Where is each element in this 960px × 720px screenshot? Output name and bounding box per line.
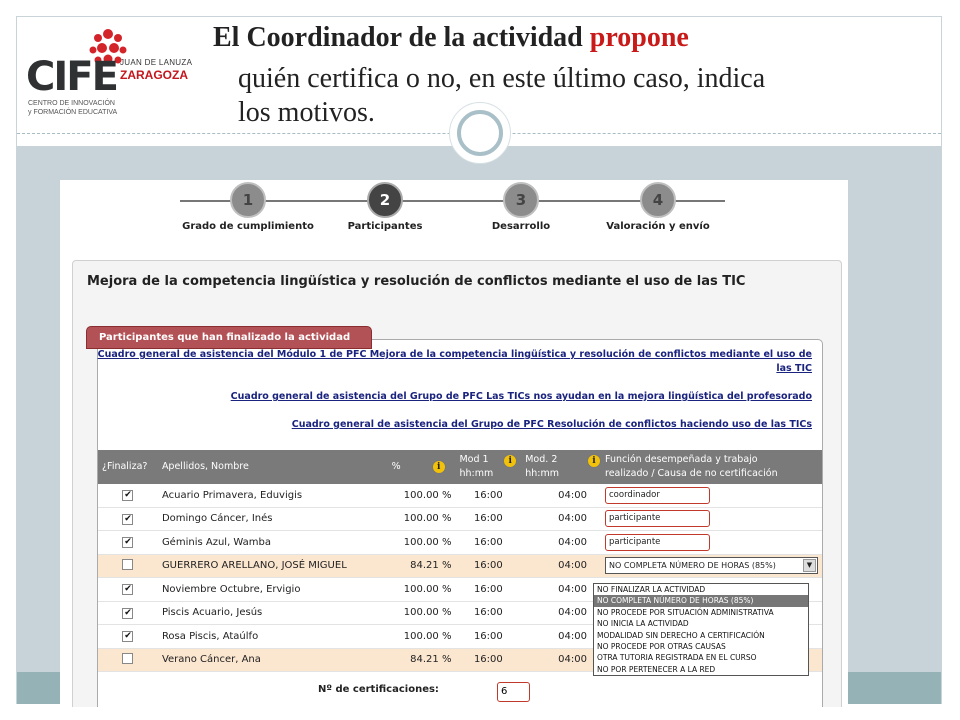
participant-mod2: 04:00 <box>521 484 591 507</box>
checkmark-icon: ✔ <box>124 584 132 595</box>
logo-line2: ZARAGOZA <box>120 68 188 82</box>
checkmark-icon: ✔ <box>124 631 132 642</box>
table-row <box>98 554 822 578</box>
participant-pct: 100.00 % <box>388 601 456 625</box>
link-group1-attendance[interactable]: Cuadro general de asistencia del Grupo de PFC Las TICs nos ayudan en la mejora lingüística del profesorado <box>230 391 812 402</box>
causa-select[interactable] <box>605 557 818 574</box>
step-3-label[interactable]: Desarrollo <box>491 221 551 232</box>
slide-title-line3: los motivos. <box>238 97 375 128</box>
certificaciones-input[interactable]: 6 <box>497 682 530 702</box>
participant-mod2: 04:00 <box>521 648 591 672</box>
dropdown-option-selected[interactable]: NO COMPLETA NÚMERO DE HORAS (85%) <box>594 595 808 606</box>
info-icon[interactable]: i <box>503 454 517 468</box>
finaliza-checkbox[interactable] <box>122 653 133 664</box>
causa-dropdown-list <box>593 583 809 676</box>
step-1-label[interactable]: Grado de cumplimiento <box>182 221 314 232</box>
step-2-label[interactable]: Participantes <box>347 221 423 232</box>
participant-name: Rosa Piscis, Ataúlfo <box>158 625 388 649</box>
finaliza-checkbox[interactable] <box>122 514 133 525</box>
participant-mod1: 16:00 <box>455 648 521 672</box>
finaliza-checkbox[interactable] <box>122 490 133 501</box>
checkmark-icon: ✔ <box>124 607 132 618</box>
slide-title-bold: El Coordinador de la actividad <box>213 22 583 53</box>
participant-mod2: 04:00 <box>521 578 591 602</box>
dropdown-option[interactable]: NO FINALIZAR LA ACTIVIDAD <box>597 585 706 594</box>
participant-pct: 100.00 % <box>388 578 456 602</box>
slide-title <box>213 22 689 54</box>
finaliza-checkbox[interactable] <box>122 537 133 548</box>
logo-subtitle-1: CENTRO DE INNOVACIÓN <box>28 100 115 107</box>
slide-title-continued <box>238 62 765 130</box>
participant-mod2: 04:00 <box>521 531 591 555</box>
header-pct <box>388 450 456 484</box>
table-row <box>98 484 822 507</box>
dropdown-option[interactable]: NO POR PERTENECER A LA RED <box>597 664 716 674</box>
funcion-input[interactable]: participante <box>605 534 710 551</box>
dropdown-option[interactable]: OTRA TUTORIA REGISTRADA EN EL CURSO <box>597 653 757 663</box>
cife-logo <box>24 26 204 121</box>
slide-title-line2: quién certifica o no, en este último caso, indica <box>238 63 766 94</box>
table-row <box>98 507 822 531</box>
finaliza-checkbox[interactable] <box>122 631 133 642</box>
logo-line1: JUAN DE LANUZA <box>120 58 193 67</box>
participant-name: Géminis Azul, Wamba <box>158 531 388 555</box>
dropdown-option[interactable]: NO INICIA LA ACTIVIDAD <box>597 619 689 629</box>
causa-select-value: NO COMPLETA NÚMERO DE HORAS (85%) <box>609 561 776 571</box>
header-mod1-label: Mod 1 hh:mm <box>459 454 494 479</box>
participant-mod1: 16:00 <box>455 601 521 625</box>
participant-pct: 100.00 % <box>388 531 456 555</box>
step-1-circle[interactable]: 1 <box>230 182 266 218</box>
participant-name: Noviembre Octubre, Ervigio <box>158 578 388 602</box>
participant-pct: 100.00 % <box>388 507 456 531</box>
link-module1-attendance[interactable]: Cuadro general de asistencia del Módulo 1 de PFC Mejora de la competencia lingüística y resolución de conflictos mediante el uso de las TIC <box>97 349 812 374</box>
header-finaliza: ¿Finaliza? <box>98 450 158 484</box>
app-screenshot <box>60 180 848 707</box>
table-header-row <box>98 450 822 484</box>
link-group2-attendance[interactable]: Cuadro general de asistencia del Grupo de PFC Resolución de conflictos haciendo uso de las TICs <box>291 419 812 430</box>
step-2-circle[interactable]: 2 <box>367 182 403 218</box>
participant-mod2: 04:00 <box>521 554 591 578</box>
participant-mod2: 04:00 <box>521 625 591 649</box>
header-mod2-label: Mod. 2 hh:mm <box>525 454 559 479</box>
header-nombre: Apellidos, Nombre <box>158 450 388 484</box>
info-icon[interactable]: i <box>432 460 446 474</box>
participant-pct: 100.00 % <box>388 625 456 649</box>
checkmark-icon: ✔ <box>124 537 132 548</box>
finaliza-checkbox[interactable] <box>122 584 133 595</box>
step-4-circle[interactable]: 4 <box>640 182 676 218</box>
participant-mod1: 16:00 <box>455 531 521 555</box>
participant-name: Acuario Primavera, Eduvigis <box>158 484 388 507</box>
participant-mod1: 16:00 <box>455 578 521 602</box>
participant-mod2: 04:00 <box>521 507 591 531</box>
finaliza-checkbox[interactable] <box>122 559 133 570</box>
chevron-down-icon[interactable]: ▼ <box>803 559 816 572</box>
certificaciones-label: Nº de certificaciones: <box>318 684 439 695</box>
header-mod2 <box>508 450 596 484</box>
dropdown-option[interactable]: MODALIDAD SIN DERECHO A CERTIFICACIÓN <box>597 630 765 640</box>
dropdown-option[interactable]: NO PROCEDE POR SITUACIÓN ADMINISTRATIVA <box>597 607 774 617</box>
participant-pct: 100.00 % <box>388 484 456 507</box>
participant-name: Verano Cáncer, Ana <box>158 648 388 672</box>
info-icon[interactable]: i <box>587 454 601 468</box>
participant-name: Piscis Acuario, Jesús <box>158 601 388 625</box>
logo-subtitle-2: y FORMACIÓN EDUCATIVA <box>28 109 118 116</box>
finaliza-checkbox[interactable] <box>122 608 133 619</box>
checkmark-icon: ✔ <box>124 513 132 524</box>
table-row <box>98 531 822 555</box>
slide-title-red: propone <box>589 22 689 53</box>
dropdown-option[interactable]: NO PROCEDE POR OTRAS CAUSAS <box>597 641 726 651</box>
participant-name: GUERRERO ARELLANO, JOSÉ MIGUEL <box>158 554 388 578</box>
participant-pct: 84.21 % <box>388 648 456 672</box>
step-4-label[interactable]: Valoración y envío <box>606 221 710 232</box>
header-pct-label: % <box>391 461 401 472</box>
participant-name: Domingo Cáncer, Inés <box>158 507 388 531</box>
participant-mod2: 04:00 <box>521 601 591 625</box>
participant-pct: 84.21 % <box>388 554 456 578</box>
activity-title: Mejora de la competencia lingüística y resolución de conflictos mediante el uso de las TIC <box>87 274 746 289</box>
logo-wordmark: CIFE <box>26 54 117 100</box>
checkmark-icon: ✔ <box>124 490 132 501</box>
step-3-circle[interactable]: 3 <box>503 182 539 218</box>
header-funcion: Función desempeñada y trabajo realizado / Causa de no certificación <box>591 450 822 484</box>
participant-mod1: 16:00 <box>455 507 521 531</box>
tab-participantes-finalizados[interactable]: Participantes que han finalizado la actividad <box>86 326 372 349</box>
participant-mod1: 16:00 <box>455 484 521 507</box>
participant-mod1: 16:00 <box>455 554 521 578</box>
funcion-input[interactable]: coordinador <box>605 487 710 504</box>
funcion-input[interactable]: participante <box>605 510 710 527</box>
participant-mod1: 16:00 <box>455 625 521 649</box>
